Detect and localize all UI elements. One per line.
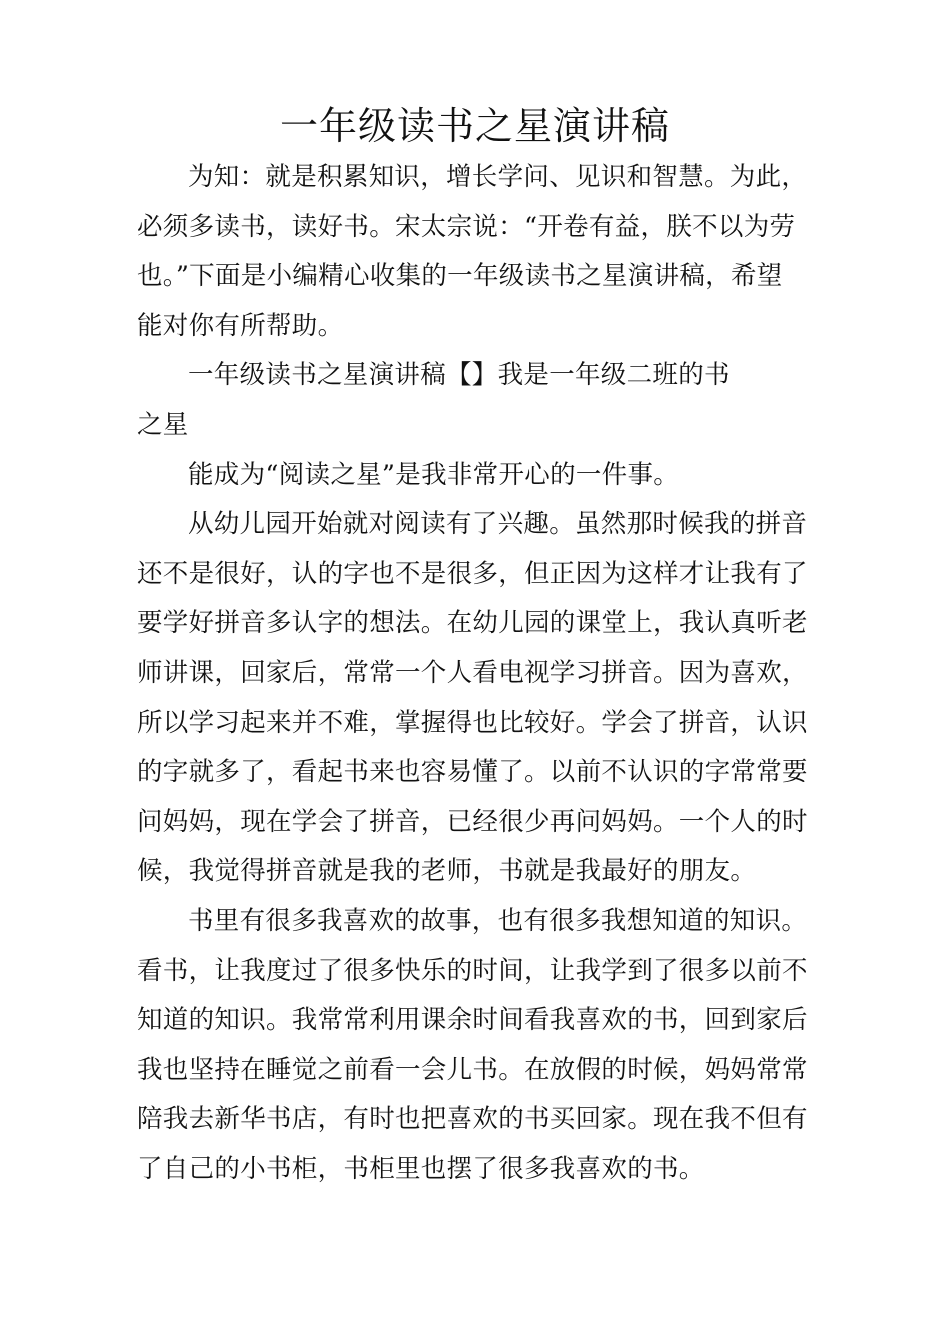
paragraph-books <box>137 897 823 1195</box>
paragraph-kindergarten <box>137 500 823 897</box>
text-line: 必须多读书，读好书。宋太宗说：“开卷有益，朕不以为劳 <box>137 211 796 242</box>
text-line: 的字就多了，看起书来也容易懂了。以前不认识的字常常要 <box>137 757 808 788</box>
text-line: 师讲课，回家后，常常一个人看电视学习拼音。因为喜欢， <box>137 657 808 688</box>
text-line: 所以学习起来并不难，掌握得也比较好。学会了拼音，认识 <box>137 707 808 738</box>
paragraph-intro <box>137 153 823 351</box>
text-line: 了自己的小书柜，书柜里也摆了很多我喜欢的书。 <box>137 1153 705 1184</box>
text-line: 从幼儿园开始就对阅读有了兴趣。虽然那时候我的拼音 <box>188 509 808 540</box>
document-title: 一年级读书之星演讲稿 <box>279 104 670 148</box>
paragraph-opening <box>137 451 823 501</box>
text-line: 一年级读书之星演讲稿【】我是一年级二班的书 <box>188 360 730 391</box>
text-line: 之星 <box>137 409 189 440</box>
text-line: 为知：就是积累知识，增长学问、见识和智慧。为此， <box>188 162 808 192</box>
text-line: 能对你有所帮助。 <box>137 310 344 341</box>
text-line: 候，我觉得拼音就是我的老师，书就是我最好的朋友。 <box>137 856 757 887</box>
text-line: 我也坚持在睡觉之前看一会儿书。在放假的时候，妈妈常常 <box>137 1054 808 1085</box>
text-line: 问妈妈，现在学会了拼音，已经很少再问妈妈。一个人的时 <box>137 806 808 837</box>
text-line: 知道的知识。我常常利用课余时间看我喜欢的书，回到家后 <box>137 1005 808 1036</box>
text-line: 还不是很好，认的字也不是很多，但正因为这样才让我有了 <box>137 558 808 589</box>
text-line: 看书，让我度过了很多快乐的时间，让我学到了很多以前不 <box>137 955 808 986</box>
text-line: 陪我去新华书店，有时也把喜欢的书买回家。现在我不但有 <box>137 1104 808 1135</box>
text-line: 要学好拼音多认字的想法。在幼儿园的课堂上，我认真听老 <box>137 608 808 639</box>
document-body <box>137 153 823 1194</box>
text-line: 书里有很多我喜欢的故事，也有很多我想知道的知识。 <box>188 905 808 936</box>
paragraph-subtitle <box>137 351 823 450</box>
text-line: 也。”下面是小编精心收集的一年级读书之星演讲稿，希望 <box>137 261 783 292</box>
text-line: 能成为“阅读之星”是我非常开心的一件事。 <box>188 459 680 490</box>
